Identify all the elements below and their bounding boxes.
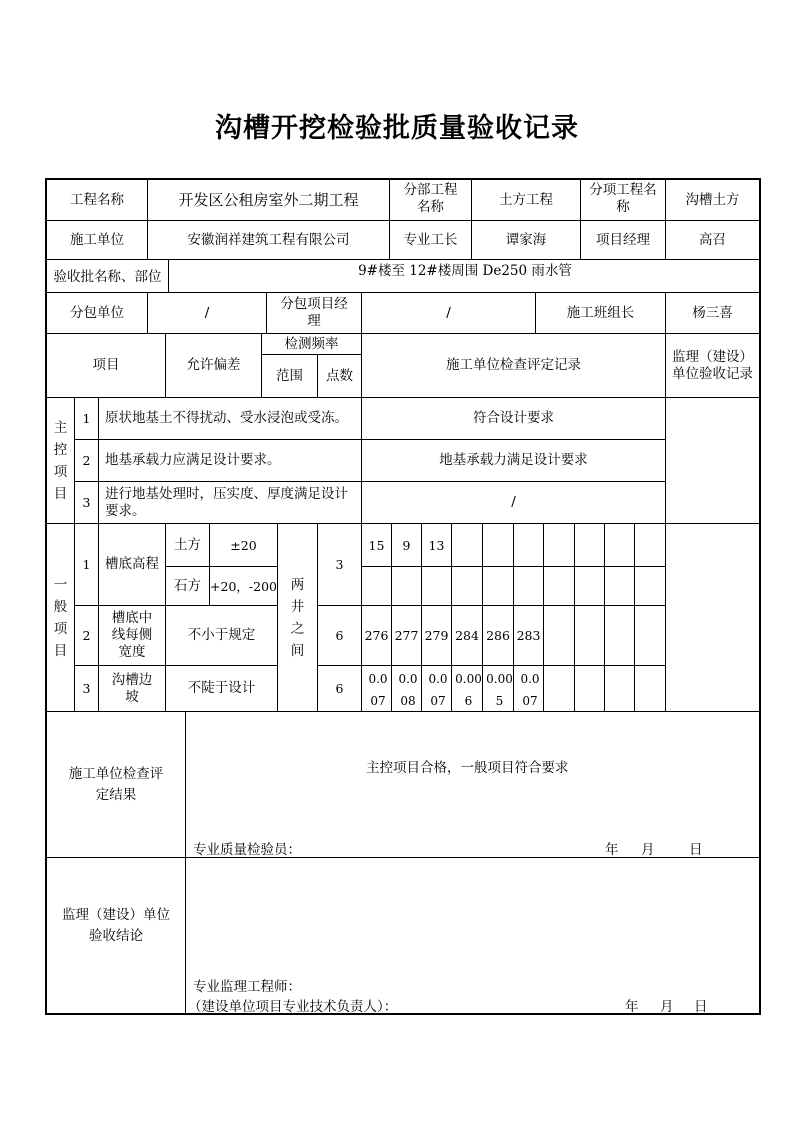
col-frequency: 检测频率 [284,335,339,352]
supervision-engineer-label: 专业监理工程师： [193,979,301,995]
team-leader-label: 施工班组长 [566,304,635,321]
main-row-no: 2 [82,453,91,468]
general-range: 两井之间 [290,576,305,659]
measured-value: 0.005 [486,672,513,708]
measured-value: 15 [368,537,385,553]
sub-project-label: 分部工程名称 [403,182,458,215]
measured-value: 277 [394,628,419,643]
result-label: 施工单位检查评定结果 [68,765,164,803]
sub-manager-label: 分包项目经理 [280,296,348,329]
measured-value: 13 [428,537,445,553]
measured-value: 0.008 [398,672,418,708]
general-tolerance: 不陡于设计 [187,680,256,696]
item-project-label: 分项工程名称 [589,182,657,215]
general-sub-item: 土方 [174,536,201,553]
main-row-text: 进行地基处理时，压实度、厚度满足设计要求。 [105,485,348,519]
result-month: 月 [641,842,655,858]
subcontractor-label: 分包单位 [70,304,124,321]
measured-value: 283 [516,628,541,643]
rule [574,523,575,711]
general-row-name: 沟槽边坡 [111,671,153,705]
col-tolerance: 允许偏差 [186,357,241,373]
main-row-text: 原状地基土不得扰动、受水浸泡或受冻。 [105,410,348,426]
col-points: 点数 [326,367,353,384]
general-row-no: 1 [82,557,91,572]
general-tolerance: 不小于规定 [187,627,256,643]
manager-label: 项目经理 [596,231,650,248]
main-row-record: / [511,494,516,510]
general-points: 6 [335,628,344,643]
owner-technical-lead-label: （建设单位项目专业技术负责人）： [188,999,398,1015]
result-text: 主控项目合格，一般项目符合要求 [366,760,569,776]
rule [185,711,186,1015]
col-supervision: 监理（建设）单位验收记录 [672,348,753,382]
conclusion-month: 月 [660,999,674,1015]
foreman-label: 专业工长 [403,231,458,248]
general-row-name: 槽底中线每侧宽度 [111,610,153,660]
conclusion-day: 日 [694,999,708,1015]
batch-label: 验收批名称、部位 [53,269,162,285]
main-row-no: 3 [82,495,91,510]
quality-inspector-label: 专业质量检验员： [193,842,301,858]
measured-value: 0.007 [428,672,448,708]
general-tolerance: ±20 [230,537,257,553]
general-points: 3 [335,557,344,572]
general-sub-item: 石方 [174,577,201,594]
result-day: 日 [689,842,703,858]
general-row-no: 3 [82,681,91,696]
project-name-label: 工程名称 [70,191,124,208]
measured-value: 279 [424,628,449,643]
main-row-text: 地基承载力应满足设计要求。 [105,452,281,468]
sub-project: 土方工程 [499,191,553,208]
general-points: 6 [335,681,344,696]
item-project: 沟槽土方 [685,191,740,208]
conclusion-year: 年 [625,999,639,1015]
general-label: 一般项目 [53,576,68,659]
measured-value: 9 [402,537,411,553]
measured-value: 0.006 [455,672,482,708]
document-title: 沟槽开挖检验批质量验收记录 [215,113,579,144]
main-row-record: 符合设计要求 [473,410,554,426]
measured-value: 0.007 [520,672,540,708]
col-item: 项目 [92,357,120,373]
rule [543,523,544,711]
construction-unit-label: 施工单位 [70,231,124,248]
measured-value: 286 [486,628,510,643]
subcontractor: / [204,304,210,321]
manager: 高召 [699,231,726,248]
measured-value: 284 [455,628,479,643]
sub-manager: / [446,304,451,321]
construction-unit: 安徽润祥建筑工程有限公司 [187,231,350,248]
conclusion-label: 监理（建设）单位验收结论 [62,906,170,944]
measured-value: 0.007 [368,672,388,708]
batch: 9#楼至 12#楼周围 De250 雨水管 [358,262,572,279]
rule [634,523,635,711]
main-control-label: 主控项目 [53,419,68,502]
general-row-name: 槽底高程 [105,556,159,572]
team-leader: 杨三喜 [692,304,733,321]
measured-value: 276 [364,628,389,643]
main-row-record: 地基承载力满足设计要求 [439,452,588,468]
general-row-no: 2 [82,628,91,643]
project-name: 开发区公租房室外二期工程 [178,190,359,209]
general-tolerance: +20，-200 [210,578,277,594]
col-record: 施工单位检查评定记录 [446,357,581,373]
result-year: 年 [605,842,619,858]
main-row-no: 1 [82,411,91,426]
foreman: 谭家海 [505,231,547,248]
col-range: 范围 [276,367,303,384]
rule [604,523,605,711]
